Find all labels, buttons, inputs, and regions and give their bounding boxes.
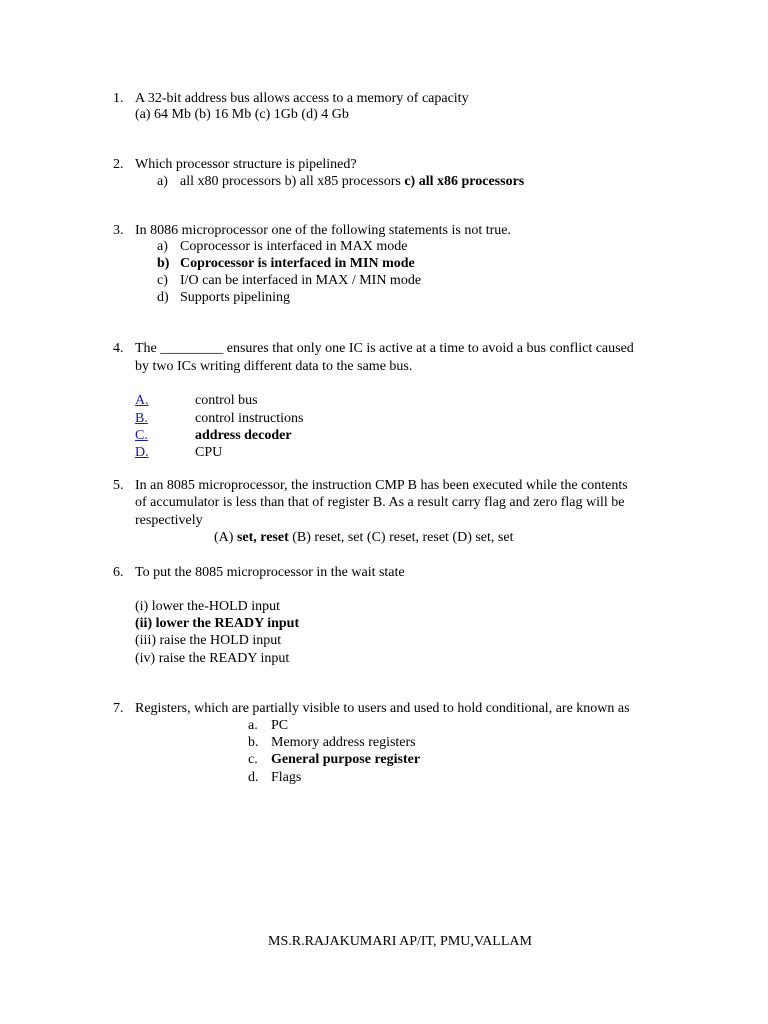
q7-option-c: General purpose register <box>271 752 421 767</box>
q7-option-a-marker: a. <box>248 718 258 733</box>
q5-text-line2: of accumulator is less than that of register B. As a result carry flag and zero flag will be <box>135 495 625 510</box>
q7-option-d: Flags <box>271 770 302 785</box>
q3-option-c-marker: c) <box>157 273 168 288</box>
q2-option-marker: a) <box>157 174 168 189</box>
q4-option-d: CPU <box>195 445 223 460</box>
q7-number: 7. <box>113 701 124 716</box>
q4-option-b: control instructions <box>195 411 304 426</box>
q5-text-line1: In an 8085 microprocessor, the instruction CMP B has been executed while the contents <box>135 478 628 493</box>
q6-option-ii: (ii) lower the READY input <box>135 616 300 631</box>
q4-option-c-link[interactable]: C. <box>135 428 148 443</box>
q6-option-i: (i) lower the-HOLD input <box>135 599 281 614</box>
q3-option-d: Supports pipelining <box>180 290 291 305</box>
q2-options-plain: all x80 processors b) all x85 processors <box>180 174 401 189</box>
q6-number: 6. <box>113 565 124 580</box>
q3-text: In 8086 microprocessor one of the following statements is not true. <box>135 223 511 238</box>
q3-number: 3. <box>113 223 124 238</box>
q4-option-a-link[interactable]: A. <box>135 393 149 408</box>
q3-option-b-marker: b) <box>157 256 170 271</box>
q4-option-d-link[interactable]: D. <box>135 445 149 460</box>
q6-option-iii: (iii) raise the HOLD input <box>135 633 282 648</box>
q5-answer-rest: (B) reset, set (C) reset, reset (D) set, set <box>292 530 514 545</box>
q7-option-a: PC <box>271 718 289 733</box>
q6-text: To put the 8085 microprocessor in the wait state <box>135 565 405 580</box>
q7-option-c-marker: c. <box>248 752 258 767</box>
q4-number: 4. <box>113 341 124 356</box>
q3-option-a: Coprocessor is interfaced in MAX mode <box>180 239 408 254</box>
q4-option-b-link[interactable]: B. <box>135 411 148 426</box>
page-footer: MS.R.RAJAKUMARI AP/IT, PMU,VALLAM <box>268 934 532 949</box>
q4-option-a: control bus <box>195 393 258 408</box>
q5-answer-line <box>214 529 513 546</box>
q1-text: A 32-bit address bus allows access to a memory of capacity <box>135 91 469 106</box>
q2-options-line <box>180 173 524 190</box>
q2-number: 2. <box>113 157 124 172</box>
q4-option-c: address decoder <box>195 428 292 443</box>
q1-number: 1. <box>113 91 124 106</box>
q3-option-c: I/O can be interfaced in MAX / MIN mode <box>180 273 422 288</box>
q5-text-line3: respectively <box>135 513 203 528</box>
q3-option-d-marker: d) <box>157 290 169 305</box>
q7-option-b-marker: b. <box>248 735 259 750</box>
q3-option-b: Coprocessor is interfaced in MIN mode <box>180 256 415 271</box>
q5-answer-correct: set, reset <box>236 530 289 545</box>
q4-text-line2: by two ICs writing different data to the same bus. <box>135 359 413 374</box>
q2-text: Which processor structure is pipelined? <box>135 157 357 172</box>
q4-text-line1: The _________ ensures that only one IC is active at a time to avoid a bus conflict caused <box>135 341 634 356</box>
q7-text: Registers, which are partially visible to users and used to hold conditional, are known as <box>135 701 630 716</box>
q5-number: 5. <box>113 478 124 493</box>
q7-option-d-marker: d. <box>248 770 259 785</box>
q3-option-a-marker: a) <box>157 239 168 254</box>
q1-options: (a) 64 Mb (b) 16 Mb (c) 1Gb (d) 4 Gb <box>135 107 349 122</box>
q5-answer-label: (A) <box>214 530 234 545</box>
q6-option-iv: (iv) raise the READY input <box>135 651 290 666</box>
q7-option-b: Memory address registers <box>271 735 416 750</box>
q2-options-answer: c) all x86 processors <box>404 174 525 189</box>
